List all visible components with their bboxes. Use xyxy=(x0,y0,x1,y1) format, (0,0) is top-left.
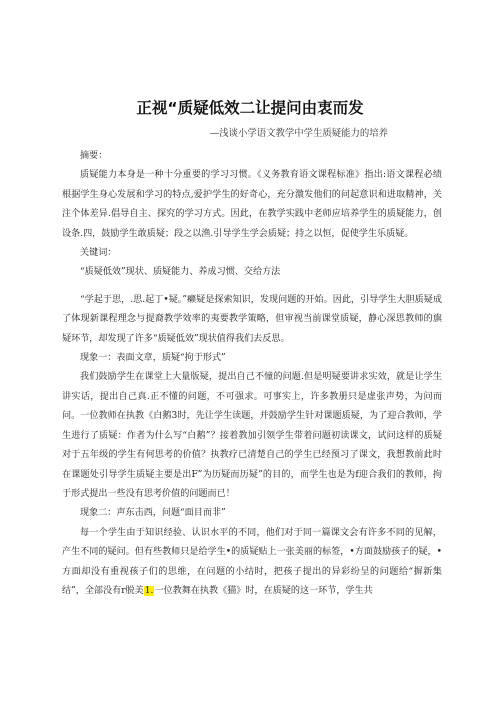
document-title: 正视“质疑低效二让提问由衷而发 xyxy=(136,99,364,117)
intro-paragraph: “学起于思，.思.起丁•疑。”癞疑是探索知识，发现问题的开始。因此，引导学生大胆质疑成了体现新课程理念与提裔教学效率的夷要教学策略，但审视当前课堂质疑，静心深思教师的旗疑环节，却发现了许多“质疑低效”现状值得我们去反思。 xyxy=(62,294,442,344)
abstract-heading: 摘要： xyxy=(80,151,108,161)
keywords-heading: 关键词： xyxy=(80,248,117,259)
abstract-paragraph: 质疑能力本身是一种十分重要的学习习惯。《义务教育语文课程标准》指出:语文课程必绩根据学生身心发展和学习的特点,爱护学生的好奇心，充分激发他们的问起意识和进取精神，关注个体差异.倡导自主、探究的学习方式。因此，在教学实践中老师应培养学生的质疑能力，创设条.四，鼓励学生敢质疑；段之以渔.引导学生学会质疑；持之以恒，促使学生乐质疑。 xyxy=(62,170,442,239)
phenomenon2-text-after: 一位教舞在执教《猫》时，在质疑的这一环节，学生共 xyxy=(154,585,373,596)
phenomenon1-paragraph: 我们鼓励学生在课堂上大量版疑，提出自己不憧的问题.但是明疑要讲求实效，就是让学生讲实话，提出自己真.正不懂的问题，不可强求。可事实上，许多教册只是虚张声势，为问而问。一位教师在执教《白鹅3时，先让学生读题，并鼓励学生针对课题质疑，为了迎合教师，学生进行了质疑：作者为什么写“白鹅”？接着教加引领学生带着问题初读课文，试问这样的质疑对于五年级的学生有何思考的价值？执教疗已清楚自己的学生已经预习了课文，我想教前此时在课题处引导学生质疑主要是出F”为历疑而历疑”的目的，而学生也是为f迎合我们的教师，拘于形式提出一些没有思考价值的问题而已！ xyxy=(62,372,442,499)
document-subtitle: —浅谈小学语文教学中学生质疑能力的培养 xyxy=(209,128,388,139)
highlight-mark: 1. xyxy=(144,585,154,596)
document-body xyxy=(62,147,442,601)
phenomenon1-heading: 现象一：表面文章，质疑“拘于形式” xyxy=(80,353,226,364)
phenomenon2-heading: 现象二：声东击西，问题“面目而非” xyxy=(80,508,226,519)
keywords-paragraph: “质疑低效”现状、质疑能力、养成习惯、交给方法 xyxy=(80,267,281,278)
phenomenon2-paragraph xyxy=(62,524,442,602)
phenomenon2-text-before: 每一个学生由于知识经验、认识水平的不同，他们对于同一篇课文会有许多不同的见解，产生不同的疑问。但有些教师只是给学生•的质疑贴上一张美丽的标签，•方面鼓励孩子的疑，•方面却没有重视孩子们的思维，在问题的小结时，把孩子提出的异彩纷呈的问题给“摒新集结”，全部没有r脱美 xyxy=(62,527,442,596)
